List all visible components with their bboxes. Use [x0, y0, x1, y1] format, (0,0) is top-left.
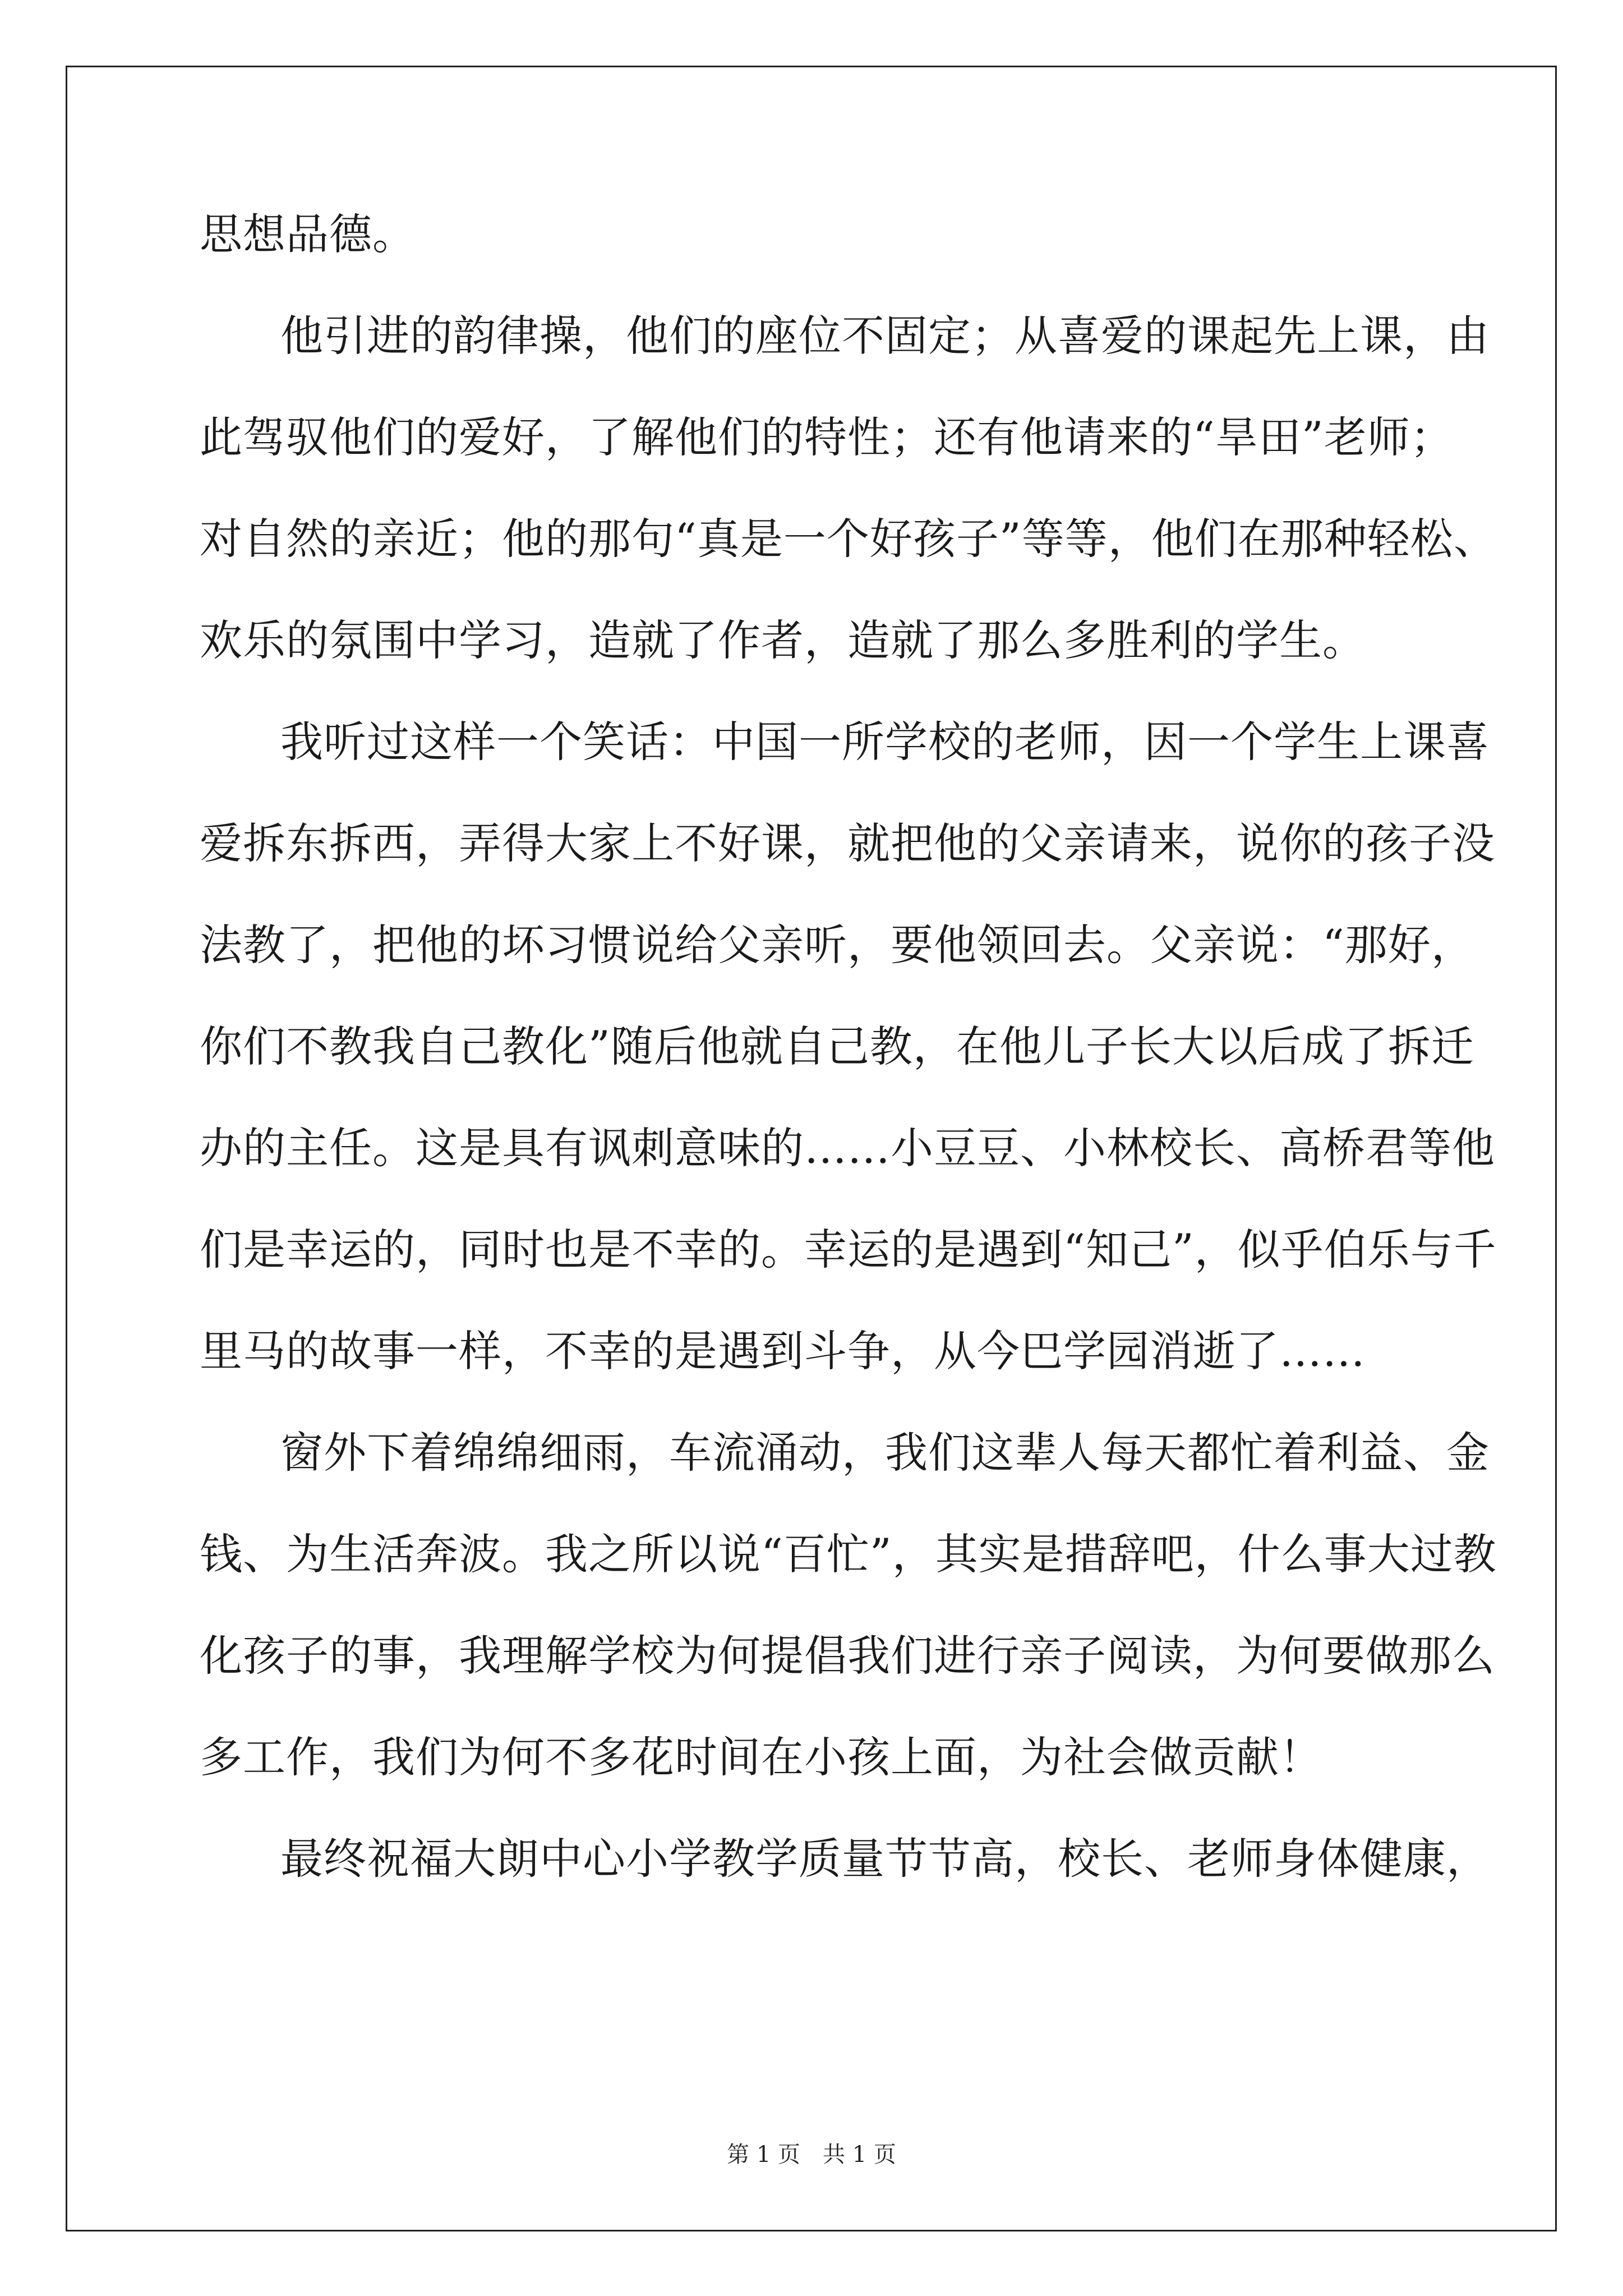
text-line: 思想品德。 [200, 209, 416, 259]
text-line: 此驾驭他们的爱好，了解他们的特性；还有他请来的“旱田”老师； [200, 412, 1454, 462]
text-line: 里马的故事一样，不幸的是遇到斗争，从今巴学园消逝了…… [200, 1326, 1366, 1376]
text-line: 你们不教我自己教化”随后他就自己教，在他儿子长大以后成了拆迁 [200, 1022, 1474, 1071]
page-footer [0, 2141, 1623, 2169]
text-line: 们是幸运的，同时也是不幸的。幸运的是遇到“知己”，似乎伯乐与千 [200, 1225, 1497, 1274]
text-line: 爱拆东拆西，弄得大家上不好课，就把他的父亲请来，说你的孩子没 [200, 818, 1495, 868]
text-line: 多工作，我们为何不多花时间在小孩上面，为社会做贡献！ [200, 1732, 1322, 1782]
text-line: 办的主任。这是具有讽刺意味的……小豆豆、小林校长、高桥君等他 [200, 1123, 1495, 1173]
paragraph-first-line: 他引进的韵律操，他们的座位不固定；从喜爱的课起先上课，由 [280, 311, 1490, 361]
text-line: 化孩子的事，我理解学校为何提倡我们进行亲子阅读，为何要做那么 [200, 1631, 1495, 1681]
text-line: 钱、为生活奔波。我之所以说“百忙”，其实是措辞吧，什么事大过教 [200, 1529, 1497, 1579]
page-number: 第 1 页 [727, 2142, 800, 2168]
page-total: 共 1 页 [823, 2142, 896, 2168]
text-line: 法教了，把他的坏习惯说给父亲听，要他领回去。父亲说：“那好， [200, 920, 1474, 970]
paragraph-first-line: 窗外下着绵绵细雨，车流涌动，我们这辈人每天都忙着利益、金 [280, 1428, 1490, 1478]
paragraph-first-line: 最终祝福大朗中心小学教学质量节节高，校长、老师身体健康， [280, 1834, 1490, 1884]
text-line: 对自然的亲近；他的那句“真是一个好孩子”等等，他们在那种轻松、 [200, 514, 1497, 564]
paragraph-first-line: 我听过这样一个笑话：中国一所学校的老师，因一个学生上课喜 [280, 717, 1490, 767]
text-line: 欢乐的氛围中学习，造就了作者，造就了那么多胜利的学生。 [200, 615, 1366, 665]
